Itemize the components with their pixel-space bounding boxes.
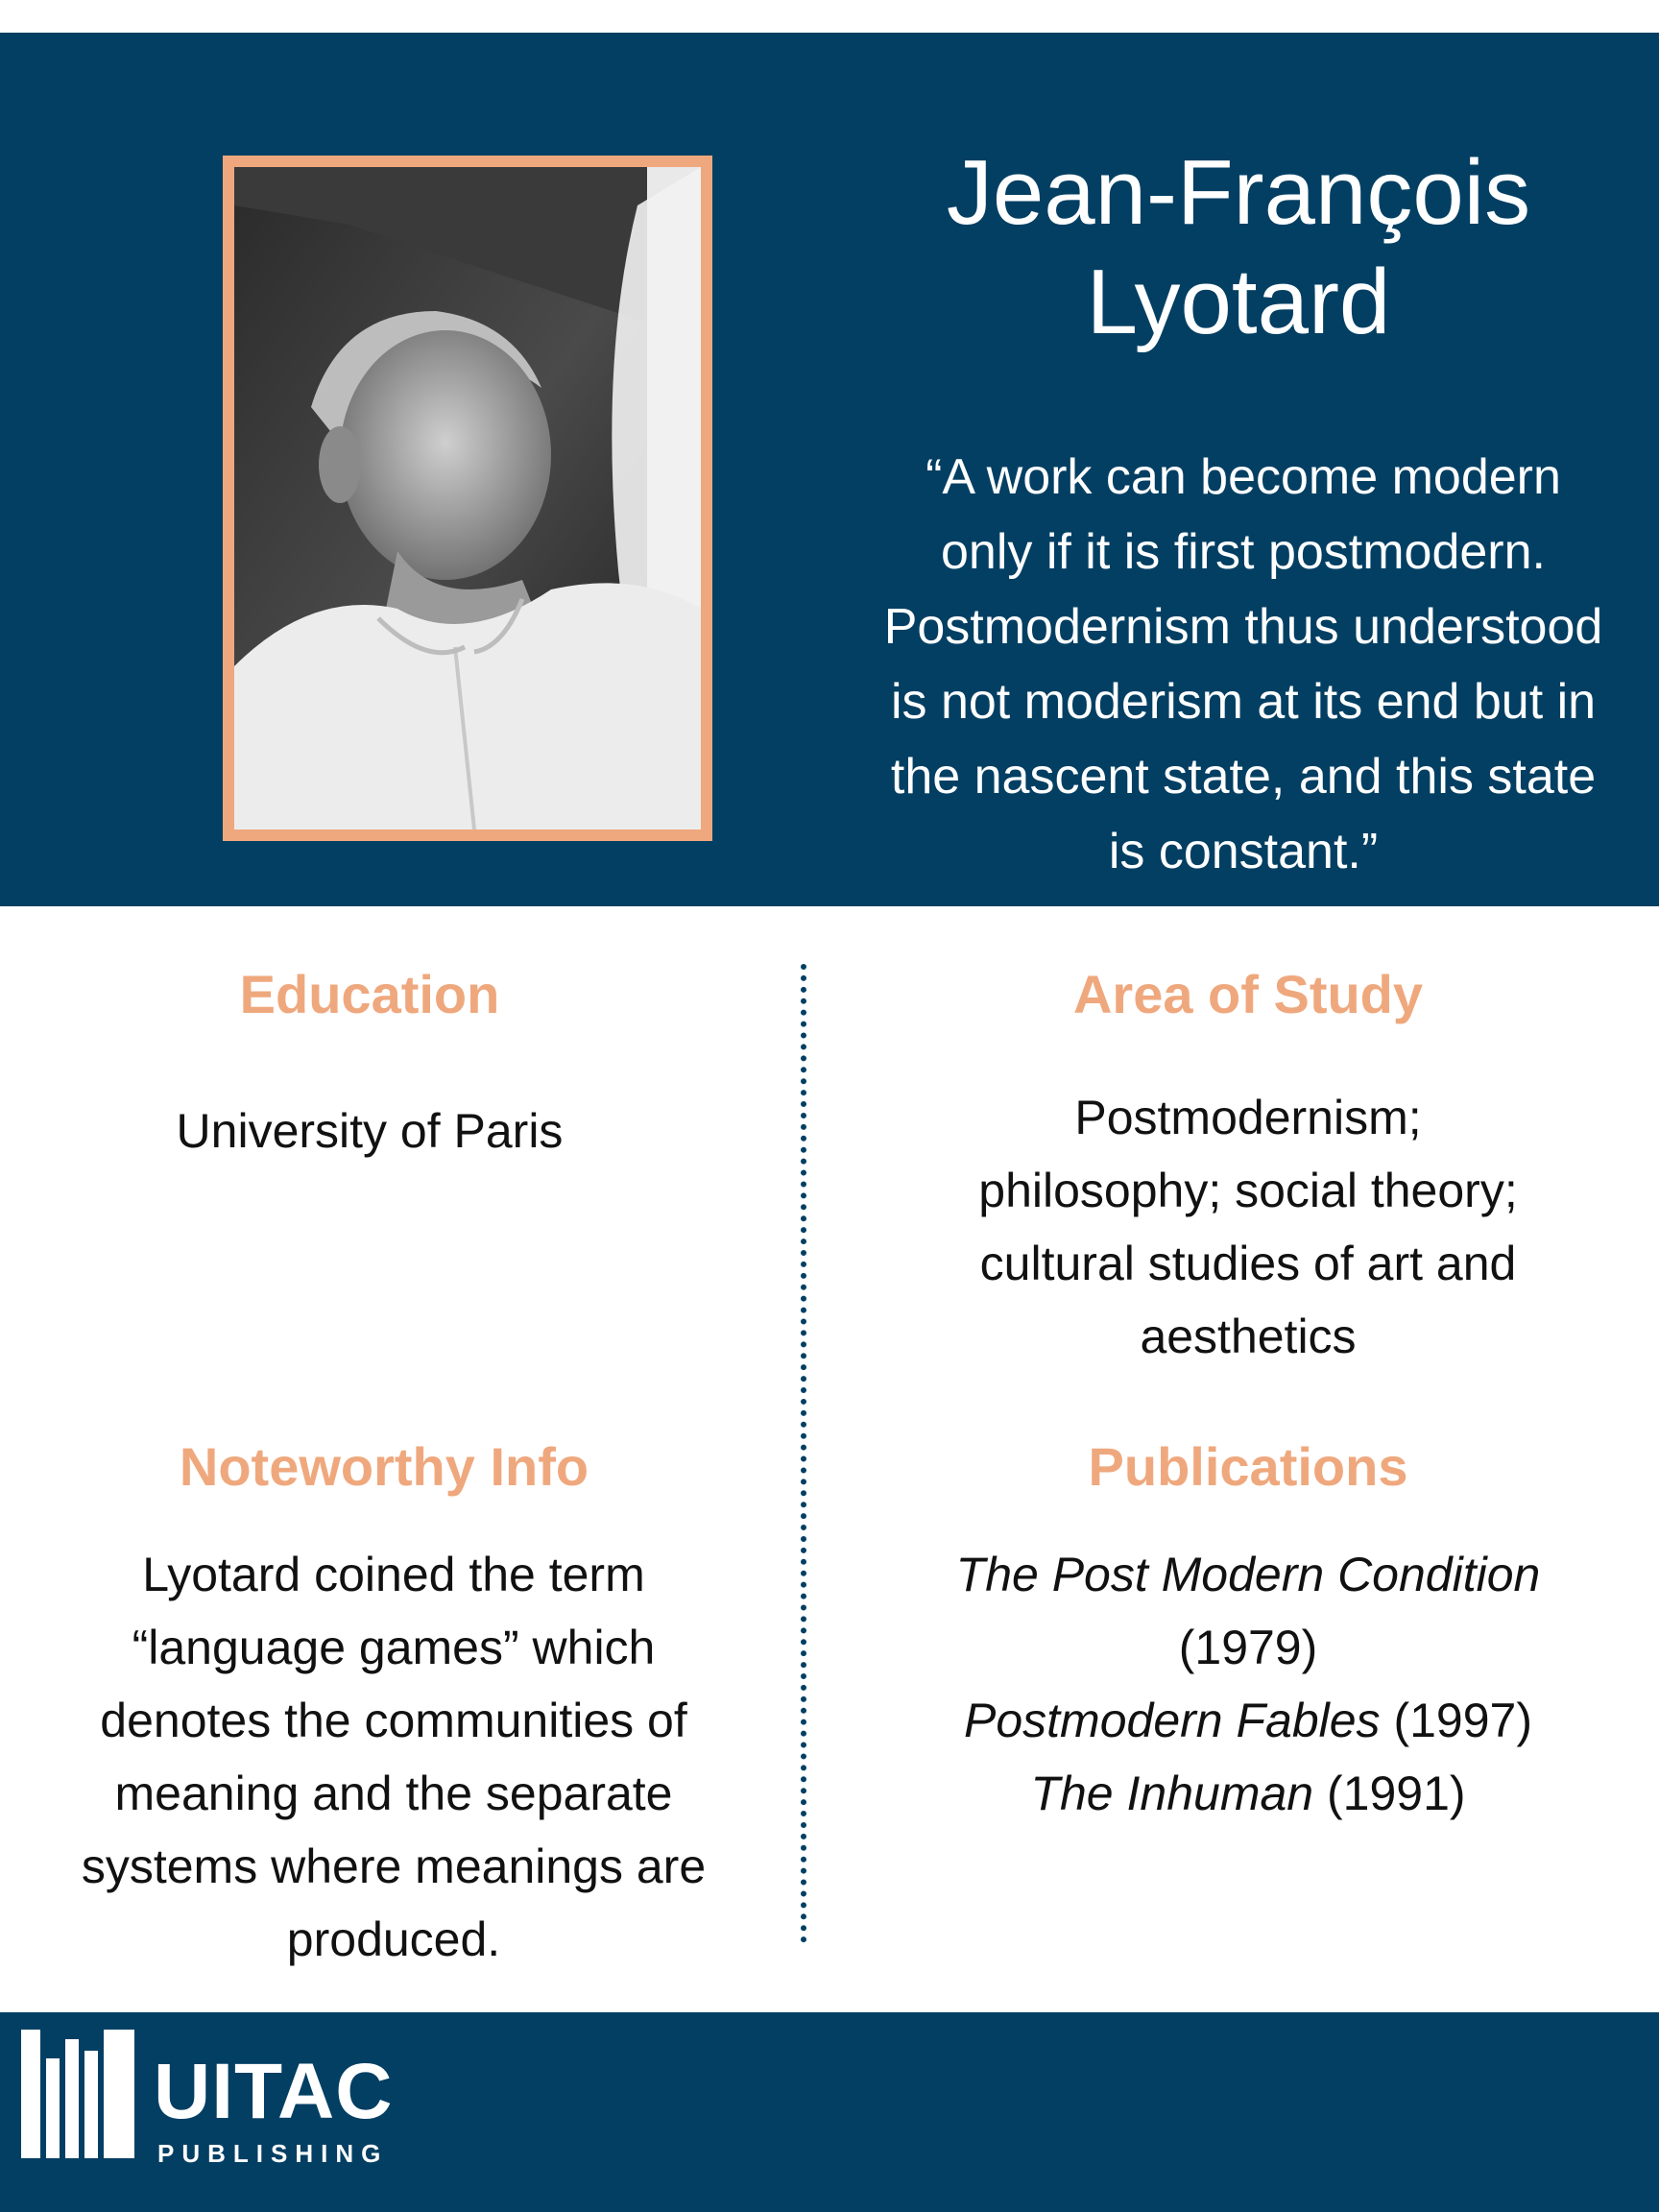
publication-item [864, 1684, 1632, 1757]
publications-heading: Publications [1088, 1436, 1408, 1497]
quote-line: is not moderism at its end but in [890, 674, 1597, 730]
quote [845, 440, 1642, 889]
footer-banner [0, 2012, 1659, 2212]
portrait-frame [223, 156, 712, 841]
header-banner [0, 33, 1659, 906]
area-of-study-heading: Area of Study [1072, 964, 1424, 1024]
noteworthy-line: produced. [286, 1912, 501, 1966]
quote-line: the nascent state, and this state [890, 749, 1597, 805]
name-line-1: Jean-François [946, 141, 1531, 244]
person-name [826, 138, 1651, 357]
noteworthy-line: meaning and the separate [114, 1767, 673, 1820]
logo-subtitle: PUBLISHING [157, 2139, 389, 2168]
noteworthy-line: denotes the communities of [100, 1694, 687, 1747]
noteworthy-line: “language games” which [132, 1621, 656, 1674]
name-line-2: Lyotard [1086, 251, 1391, 353]
noteworthy-line: Lyotard coined the term [142, 1548, 645, 1601]
publication-title: Postmodern Fables [964, 1694, 1381, 1747]
noteworthy-heading: Noteworthy Info [179, 1436, 589, 1497]
publication-year: (1997) [1393, 1694, 1532, 1747]
books-logo-icon [21, 2030, 134, 2158]
education-heading: Education [239, 964, 500, 1024]
quote-line: only if it is first postmodern. [941, 524, 1546, 580]
logo-wordmark: UITAC [154, 2048, 394, 2135]
quote-line: “A work can become modern [926, 449, 1561, 505]
portrait-photo [234, 167, 701, 830]
column-divider [801, 964, 806, 1943]
publication-title: The Post Modern Condition [955, 1548, 1541, 1601]
noteworthy-line: systems where meanings are [81, 1839, 707, 1893]
publication-year: (1991) [1327, 1767, 1466, 1820]
publication-item [864, 1538, 1632, 1611]
education-text: University of Paris [176, 1104, 564, 1158]
publication-title: The Inhuman [1030, 1767, 1314, 1820]
area-line: Postmodernism; [1074, 1091, 1422, 1144]
publication-year: (1979) [1178, 1621, 1318, 1674]
quote-line: is constant.” [1108, 824, 1379, 879]
publication-item [864, 1757, 1632, 1830]
quote-line: Postmodernism thus understood [883, 599, 1603, 655]
publications-list [864, 1538, 1632, 1830]
noteworthy-text [38, 1538, 749, 1976]
area-of-study-text [893, 1081, 1603, 1373]
area-line: aesthetics [1140, 1310, 1357, 1363]
area-line: philosophy; social theory; [978, 1164, 1518, 1217]
area-line: cultural studies of art and [979, 1237, 1517, 1290]
